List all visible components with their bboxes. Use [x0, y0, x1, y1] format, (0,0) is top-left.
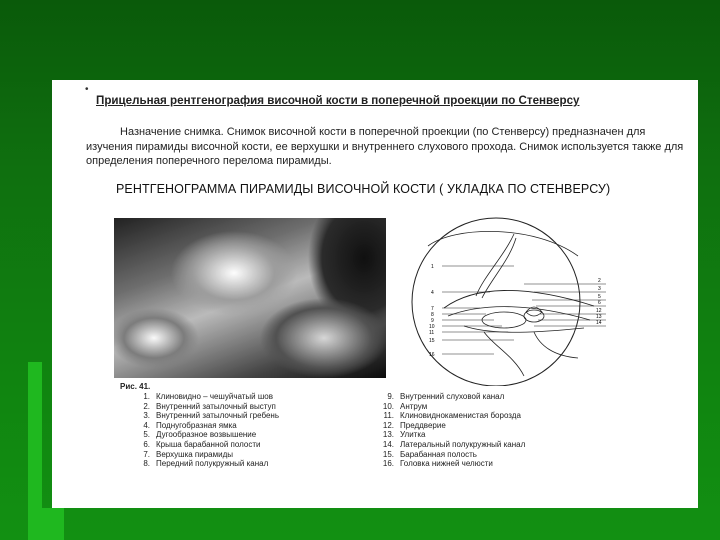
- legend-item: 7. Верхушка пирамиды: [143, 449, 233, 459]
- diagram-label: 16: [429, 352, 435, 358]
- legend-item: 8. Передний полукружный канал: [143, 459, 269, 469]
- description-paragraph: Назначение снимка. Снимок височной кости в поперечной проекции (по Стенверсу) предназначен для изучения пирамиды височной кости, ее верхушки и внутреннего слухового прохода. Снимок используется также для определения поперечного перелома пирамиды.: [86, 126, 684, 167]
- diagram-label: 11: [429, 330, 435, 336]
- legend-item: 11. Клиновиднокаменистая борозда: [383, 411, 521, 421]
- legend-item: 14. Латеральный полукружный канал: [382, 439, 526, 449]
- legend-item: 2. Внутренний затылочный выступ: [143, 401, 276, 411]
- legend-right: [380, 392, 525, 469]
- legend-item: 13. Улитка: [382, 430, 426, 440]
- legend-item: 6. Крыша барабанной полости: [143, 439, 261, 449]
- diagram-label: 9: [431, 318, 434, 324]
- accent-bar-left: [28, 362, 42, 540]
- diagram-label: 5: [598, 294, 601, 300]
- legend-left: [136, 392, 279, 469]
- diagram-label: 1: [431, 264, 434, 270]
- legend-item: 5. Дугообразное возвышение: [143, 430, 257, 440]
- figure-caption: Рис. 41.: [120, 382, 151, 391]
- diagram-label: 4: [431, 290, 434, 296]
- diagram-label: 8: [431, 312, 434, 318]
- slide-title: Прицельная рентгенография височной кости в поперечной проекции по Стенверсу: [96, 94, 580, 107]
- anatomy-diagram: [364, 216, 606, 386]
- diagram-label: 12: [596, 308, 602, 314]
- bullet-dot: •: [85, 84, 89, 95]
- diagram-label: 7: [431, 306, 434, 312]
- legend-item: 3. Внутренний затылочный гребень: [143, 411, 279, 421]
- legend-item: 4. Поднугобразная ямка: [143, 420, 237, 430]
- xray-heading: РЕНТГЕНОГРАММА ПИРАМИДЫ ВИСОЧНОЙ КОСТИ ( УКЛАДКА ПО СТЕНВЕРСУ): [116, 182, 611, 196]
- legend-item: 12. Преддверие: [382, 420, 446, 430]
- slide-content: [52, 80, 698, 508]
- legend-item: 1. Клиновидно – чешуйчатый шов: [143, 392, 273, 401]
- diagram-label: 10: [429, 324, 435, 330]
- xray-image: [114, 218, 386, 378]
- diagram-label: 15: [429, 338, 435, 344]
- diagram-label: 14: [596, 320, 602, 326]
- legend-item: 9. Внутренний слуховой канал: [387, 392, 505, 401]
- diagram-label: 2: [598, 278, 601, 284]
- diagram-label: 6: [598, 300, 601, 306]
- legend-item: 10. Антрум: [382, 401, 428, 411]
- diagram-label: 13: [596, 314, 602, 320]
- accent-bar-bottom: [42, 508, 64, 540]
- diagram-label: 3: [598, 286, 601, 292]
- legend-item: 16. Головка нижней челюсти: [382, 459, 493, 469]
- legend-item: 15. Барабанная полость: [382, 449, 477, 459]
